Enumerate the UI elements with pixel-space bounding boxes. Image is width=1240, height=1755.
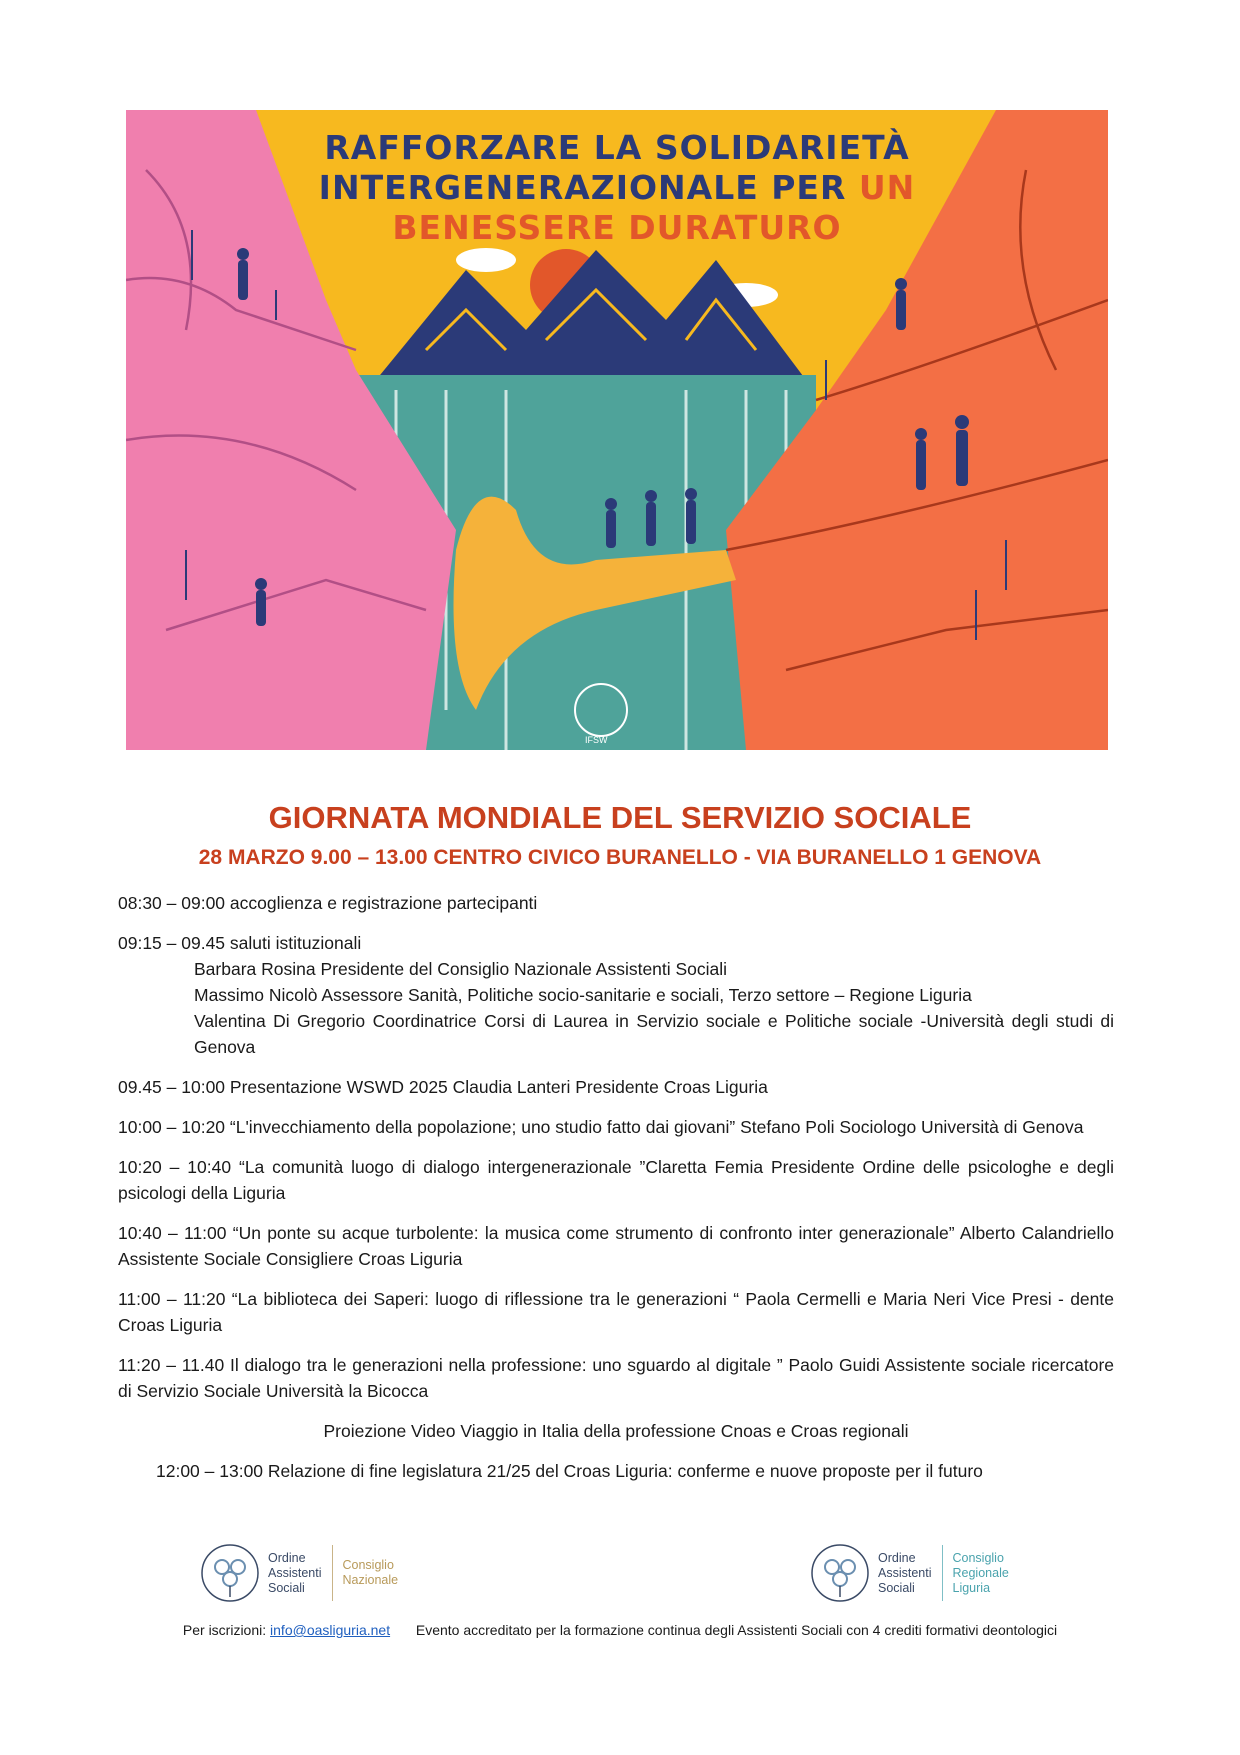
org-name [268, 1551, 322, 1596]
org-name-line: Sociali [878, 1580, 915, 1595]
council-name-line: Consiglio [342, 1558, 394, 1572]
logo-consiglio-regionale [810, 1540, 1009, 1606]
program-item: 09.45 – 10:00 Presentazione WSWD 2025 Claudia Lanteri Presidente Croas Liguria [118, 1077, 768, 1097]
poster-title [126, 128, 1108, 248]
poster-title-line2 [126, 168, 1108, 208]
council-name [343, 1558, 399, 1588]
speaker-line: Valentina Di Gregorio Coordinatrice Corsi di Laurea in Servizio sociale e Politiche sociale -Università degli studi di Genova [194, 1011, 1114, 1057]
council-name-line: Regionale [952, 1565, 1009, 1580]
poster-illustration [126, 110, 1108, 750]
program-item: 12:00 – 13:00 Relazione di fine legislatura 21/25 del Croas Liguria: conferme e nuove proposte per il futuro [156, 1461, 983, 1481]
program-item: 10:00 – 10:20 “L'invecchiamento della popolazione; uno studio fatto dai giovani” Stefano Poli Sociologo Università di Genova [118, 1117, 1084, 1137]
org-name-line: Ordine [268, 1550, 306, 1565]
speaker-line: Barbara Rosina Presidente del Consiglio Nazionale Assistenti Sociali [194, 959, 728, 979]
program-item: Proiezione Video Viaggio in Italia della professione Cnoas e Croas regionali [323, 1421, 909, 1441]
logo-divider [942, 1545, 943, 1601]
org-name-line: Assistenti [878, 1565, 932, 1580]
footer-note: Evento accreditato per la formazione continua degli Assistenti Sociali con 4 crediti formativi deontologici [415, 1622, 1058, 1638]
council-name-line: Liguria [952, 1580, 991, 1595]
program-list [118, 890, 1114, 1498]
email-link[interactable]: info@oasliguria.net [270, 1622, 391, 1638]
org-name [878, 1551, 932, 1596]
knot-logo-icon [810, 1543, 870, 1603]
logo-divider [332, 1545, 333, 1601]
org-name-line: Sociali [268, 1580, 305, 1595]
council-name-line: Nazionale [342, 1573, 399, 1587]
poster-title-line3: BENESSERE DURATURO [392, 208, 842, 247]
org-name-line: Assistenti [268, 1565, 322, 1580]
poster-title-line2a: INTERGENERAZIONALE PER [318, 168, 859, 207]
footer-label: Per iscrizioni: [182, 1622, 271, 1638]
footer [0, 1622, 1240, 1638]
program-item [118, 930, 1114, 1060]
page-title: GIORNATA MONDIALE DEL SERVIZIO SOCIALE [268, 800, 972, 835]
program-item: 11:00 – 11:20 “La biblioteca dei Saperi: luogo di riflessione tra le generazioni “ Paola Cermelli e Maria Neri Vice Presi - dente Croas Liguria [118, 1289, 1114, 1335]
logo-consiglio-nazionale [200, 1540, 398, 1606]
poster-title-line1: RAFFORZARE LA SOLIDARIETÀ [324, 128, 910, 167]
program-item: 10:40 – 11:00 “Un ponte su acque turbolente: la musica come strumento di confronto inter generazionale” Alberto Calandriello Assistente Sociale Consigliere Croas Liguria [118, 1223, 1114, 1269]
speaker-line: Massimo Nicolò Assessore Sanità, Politiche socio-sanitarie e sociali, Terzo settore – Regione Liguria [194, 985, 972, 1005]
poster-title-line2b: UN [858, 168, 916, 207]
program-item-title: 09:15 – 09.45 saluti istituzionali [118, 933, 362, 953]
knot-logo-icon [200, 1543, 260, 1603]
program-item: 10:20 – 10:40 “La comunità luogo di dialogo intergenerazionale ”Claretta Femia Presidente Ordine delle psicologhe e degli psicologi della Liguria [118, 1157, 1114, 1203]
council-name [953, 1551, 1009, 1596]
program-item: 11:20 – 11.40 Il dialogo tra le generazioni nella professione: uno sguardo al digitale ” Paolo Guidi Assistente sociale ricercatore di Servizio Sociale Università la Bicocca [118, 1355, 1114, 1401]
event-details: 28 MARZO 9.00 – 13.00 CENTRO CIVICO BURANELLO - VIA BURANELLO 1 GENOVA [198, 846, 1042, 869]
org-name-line: Ordine [878, 1550, 916, 1565]
program-item: 08:30 – 09:00 accoglienza e registrazione partecipanti [118, 893, 538, 913]
council-name-line: Consiglio [952, 1550, 1004, 1565]
ifsw-badge-label: IFSW [585, 735, 608, 745]
